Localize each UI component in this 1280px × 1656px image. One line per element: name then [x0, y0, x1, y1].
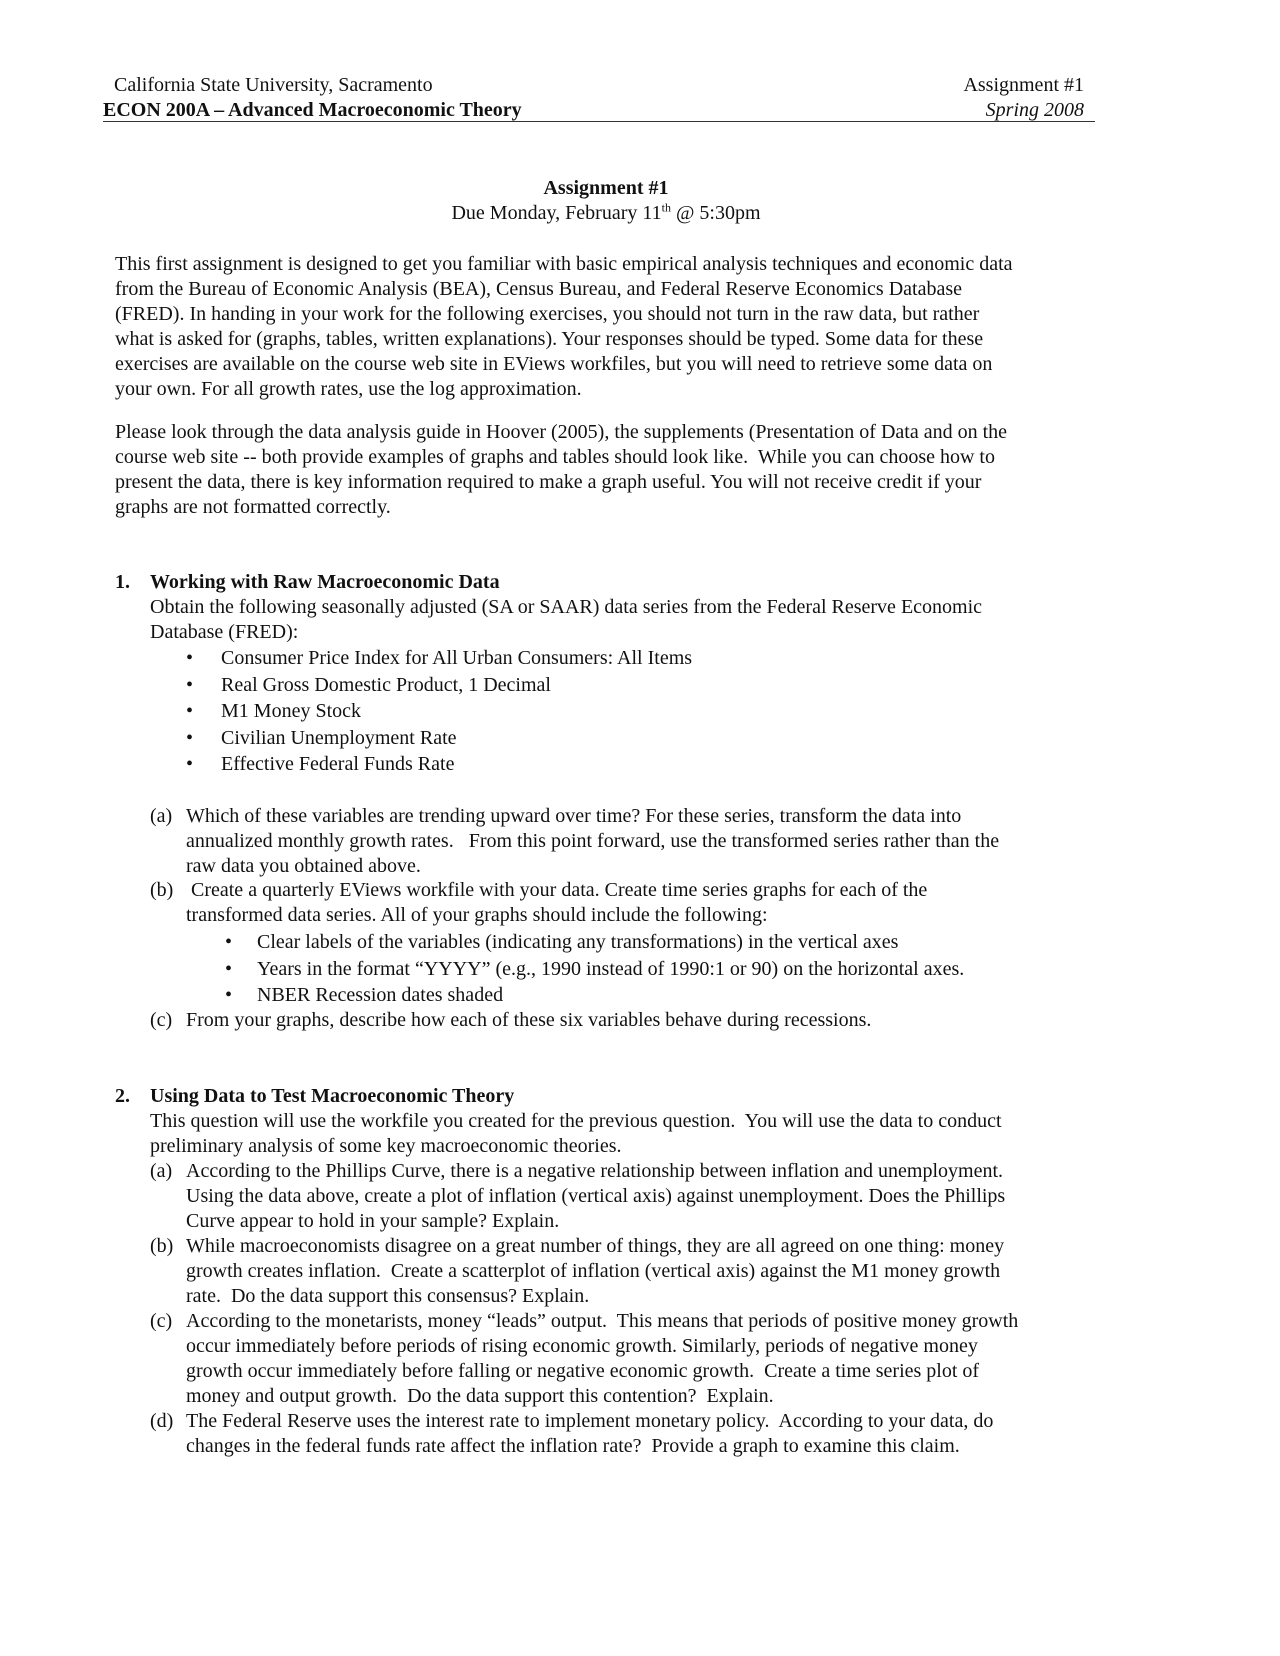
bullet-icon: •	[186, 700, 194, 723]
section1-number: 1.	[115, 571, 130, 593]
q1a-text	[186, 804, 999, 879]
list-item	[225, 956, 964, 983]
due-suffix: @ 5:30pm	[670, 202, 761, 224]
graph-requirements-list	[225, 929, 964, 1009]
text-line: preliminary analysis of some key macroeconomic theories.	[150, 1135, 622, 1157]
q1c-text	[186, 1008, 871, 1033]
list-item	[186, 751, 692, 778]
text-line: present the data, there is key information required to make a graph useful. You will not receive credit if your	[115, 471, 982, 493]
text-line: rate. Do the data support this consensus? Explain.	[186, 1285, 590, 1307]
list-item	[225, 929, 964, 956]
text-line: This question will use the workfile you created for the previous question. You will use the data to conduct	[150, 1110, 1002, 1132]
text-line: Obtain the following seasonally adjusted (SA or SAAR) data series from the Federal Reserve Economic	[150, 596, 983, 618]
bullet-icon: •	[186, 673, 194, 696]
q2c-label: (c)	[150, 1310, 173, 1332]
q2a-label: (a)	[150, 1160, 173, 1182]
q2c-text	[186, 1309, 1018, 1409]
list-item-text: Years in the format “YYYY” (e.g., 1990 instead of 1990:1 or 90) on the horizontal axes.	[257, 957, 965, 980]
list-item-text: Clear labels of the variables (indicating any transformations) in the vertical axes	[257, 931, 899, 953]
section2-heading: Using Data to Test Macroeconomic Theory	[150, 1085, 515, 1107]
text-line: growth occur immediately before falling or negative economic growth. Create a time series plot of	[186, 1360, 980, 1382]
text-line: annualized monthly growth rates. From this point forward, use the transformed series rather than the	[186, 830, 1000, 852]
text-line: raw data you obtained above.	[186, 855, 421, 877]
list-item	[186, 672, 692, 699]
bullet-icon: •	[225, 931, 233, 953]
text-line: Database (FRED):	[150, 621, 299, 643]
intro-paragraph-2	[115, 420, 1007, 520]
list-item	[186, 725, 692, 752]
text-line: Which of these variables are trending upward over time? For these series, transform the data into	[186, 805, 962, 827]
due-sup: th	[661, 200, 671, 215]
header-course: ECON 200A – Advanced Macroeconomic Theory	[103, 99, 522, 121]
text-line: Curve appear to hold in your sample? Explain.	[186, 1210, 560, 1232]
text-line: from the Bureau of Economic Analysis (BEA), Census Bureau, and Federal Reserve Economics Database	[115, 278, 962, 300]
section2-intro	[150, 1109, 1002, 1159]
list-item-text: NBER Recession dates shaded	[257, 984, 504, 1007]
text-line: According to the monetarists, money “leads” output. This means that periods of positive money growth	[186, 1310, 1019, 1332]
text-line: course web site -- both provide examples of graphs and tables should look like. While you can choose how to	[115, 446, 995, 468]
text-line: Create a quarterly EViews workfile with your data. Create time series graphs for each of the	[186, 879, 928, 901]
q2b-text	[186, 1234, 1004, 1309]
text-line: This first assignment is designed to get you familiar with basic empirical analysis techniques and economic data	[115, 253, 1013, 275]
q2d-text	[186, 1409, 993, 1459]
text-line: (FRED). In handing in your work for the following exercises, you should not turn in the raw data, but rather	[115, 303, 980, 325]
q1c-label: (c)	[150, 1009, 173, 1031]
text-line: The Federal Reserve uses the interest rate to implement monetary policy. According to your data, do	[186, 1410, 994, 1432]
list-item	[186, 645, 692, 672]
text-line: changes in the federal funds rate affect the inflation rate? Provide a graph to examine this claim.	[186, 1435, 960, 1457]
text-line: transformed data series. All of your graphs should include the following:	[186, 904, 768, 926]
text-line: From your graphs, describe how each of these six variables behave during recessions.	[186, 1009, 872, 1031]
q2d-label: (d)	[150, 1410, 174, 1432]
text-line: occur immediately before periods of rising economic growth. Similarly, periods of negative money	[186, 1335, 978, 1357]
section1-heading: Working with Raw Macroeconomic Data	[150, 571, 500, 593]
bullet-icon: •	[186, 726, 194, 749]
text-line: graphs are not formatted correctly.	[115, 496, 391, 518]
text-line: According to the Phillips Curve, there is a negative relationship between inflation and unemployment.	[186, 1160, 1004, 1182]
text-line: Please look through the data analysis guide in Hoover (2005), the supplements (Presentation of Data and on the	[115, 421, 1008, 443]
bullet-icon: •	[225, 984, 233, 1007]
header-rule	[103, 121, 1095, 122]
q1a-label: (a)	[150, 805, 173, 827]
q1b-label: (b)	[150, 879, 174, 901]
list-item-text: Real Gross Domestic Product, 1 Decimal	[221, 673, 551, 696]
q2a-text	[186, 1159, 1005, 1234]
series-list	[186, 645, 692, 778]
header-term: Spring 2008	[985, 99, 1084, 121]
list-item-text: Consumer Price Index for All Urban Consumers: All Items	[221, 647, 693, 669]
due-date	[0, 201, 1212, 226]
list-item	[225, 982, 964, 1009]
text-line: what is asked for (graphs, tables, written explanations). Your responses should be typed. Some data for these	[115, 328, 984, 350]
bullet-icon: •	[186, 647, 194, 669]
due-prefix: Due Monday, February 11	[451, 202, 662, 224]
text-line: money and output growth. Do the data support this contention? Explain.	[186, 1385, 774, 1407]
bullet-icon: •	[225, 957, 233, 980]
header-assignment: Assignment #1	[963, 74, 1084, 96]
section1-intro	[150, 595, 982, 645]
intro-paragraph-1	[115, 252, 1013, 402]
list-item-text: Civilian Unemployment Rate	[221, 726, 457, 749]
section2-number: 2.	[115, 1085, 130, 1107]
q2b-label: (b)	[150, 1235, 174, 1257]
bullet-icon: •	[186, 753, 194, 776]
text-line: exercises are available on the course web site in EViews workfiles, but you will need to retrieve some data on	[115, 353, 993, 375]
header-university: California State University, Sacramento	[114, 74, 433, 96]
page-title: Assignment #1	[543, 177, 669, 199]
q1b-text	[186, 878, 927, 928]
list-item-text: Effective Federal Funds Rate	[221, 753, 455, 776]
list-item	[186, 698, 692, 725]
text-line: Using the data above, create a plot of inflation (vertical axis) against unemployment. Does the Phillips	[186, 1185, 1006, 1207]
text-line: your own. For all growth rates, use the log approximation.	[115, 378, 582, 400]
list-item-text: M1 Money Stock	[221, 700, 361, 723]
text-line: While macroeconomists disagree on a great number of things, they are all agreed on one thing: money	[186, 1235, 1005, 1257]
text-line: growth creates inflation. Create a scatterplot of inflation (vertical axis) against the M1 money growth	[186, 1260, 1001, 1282]
